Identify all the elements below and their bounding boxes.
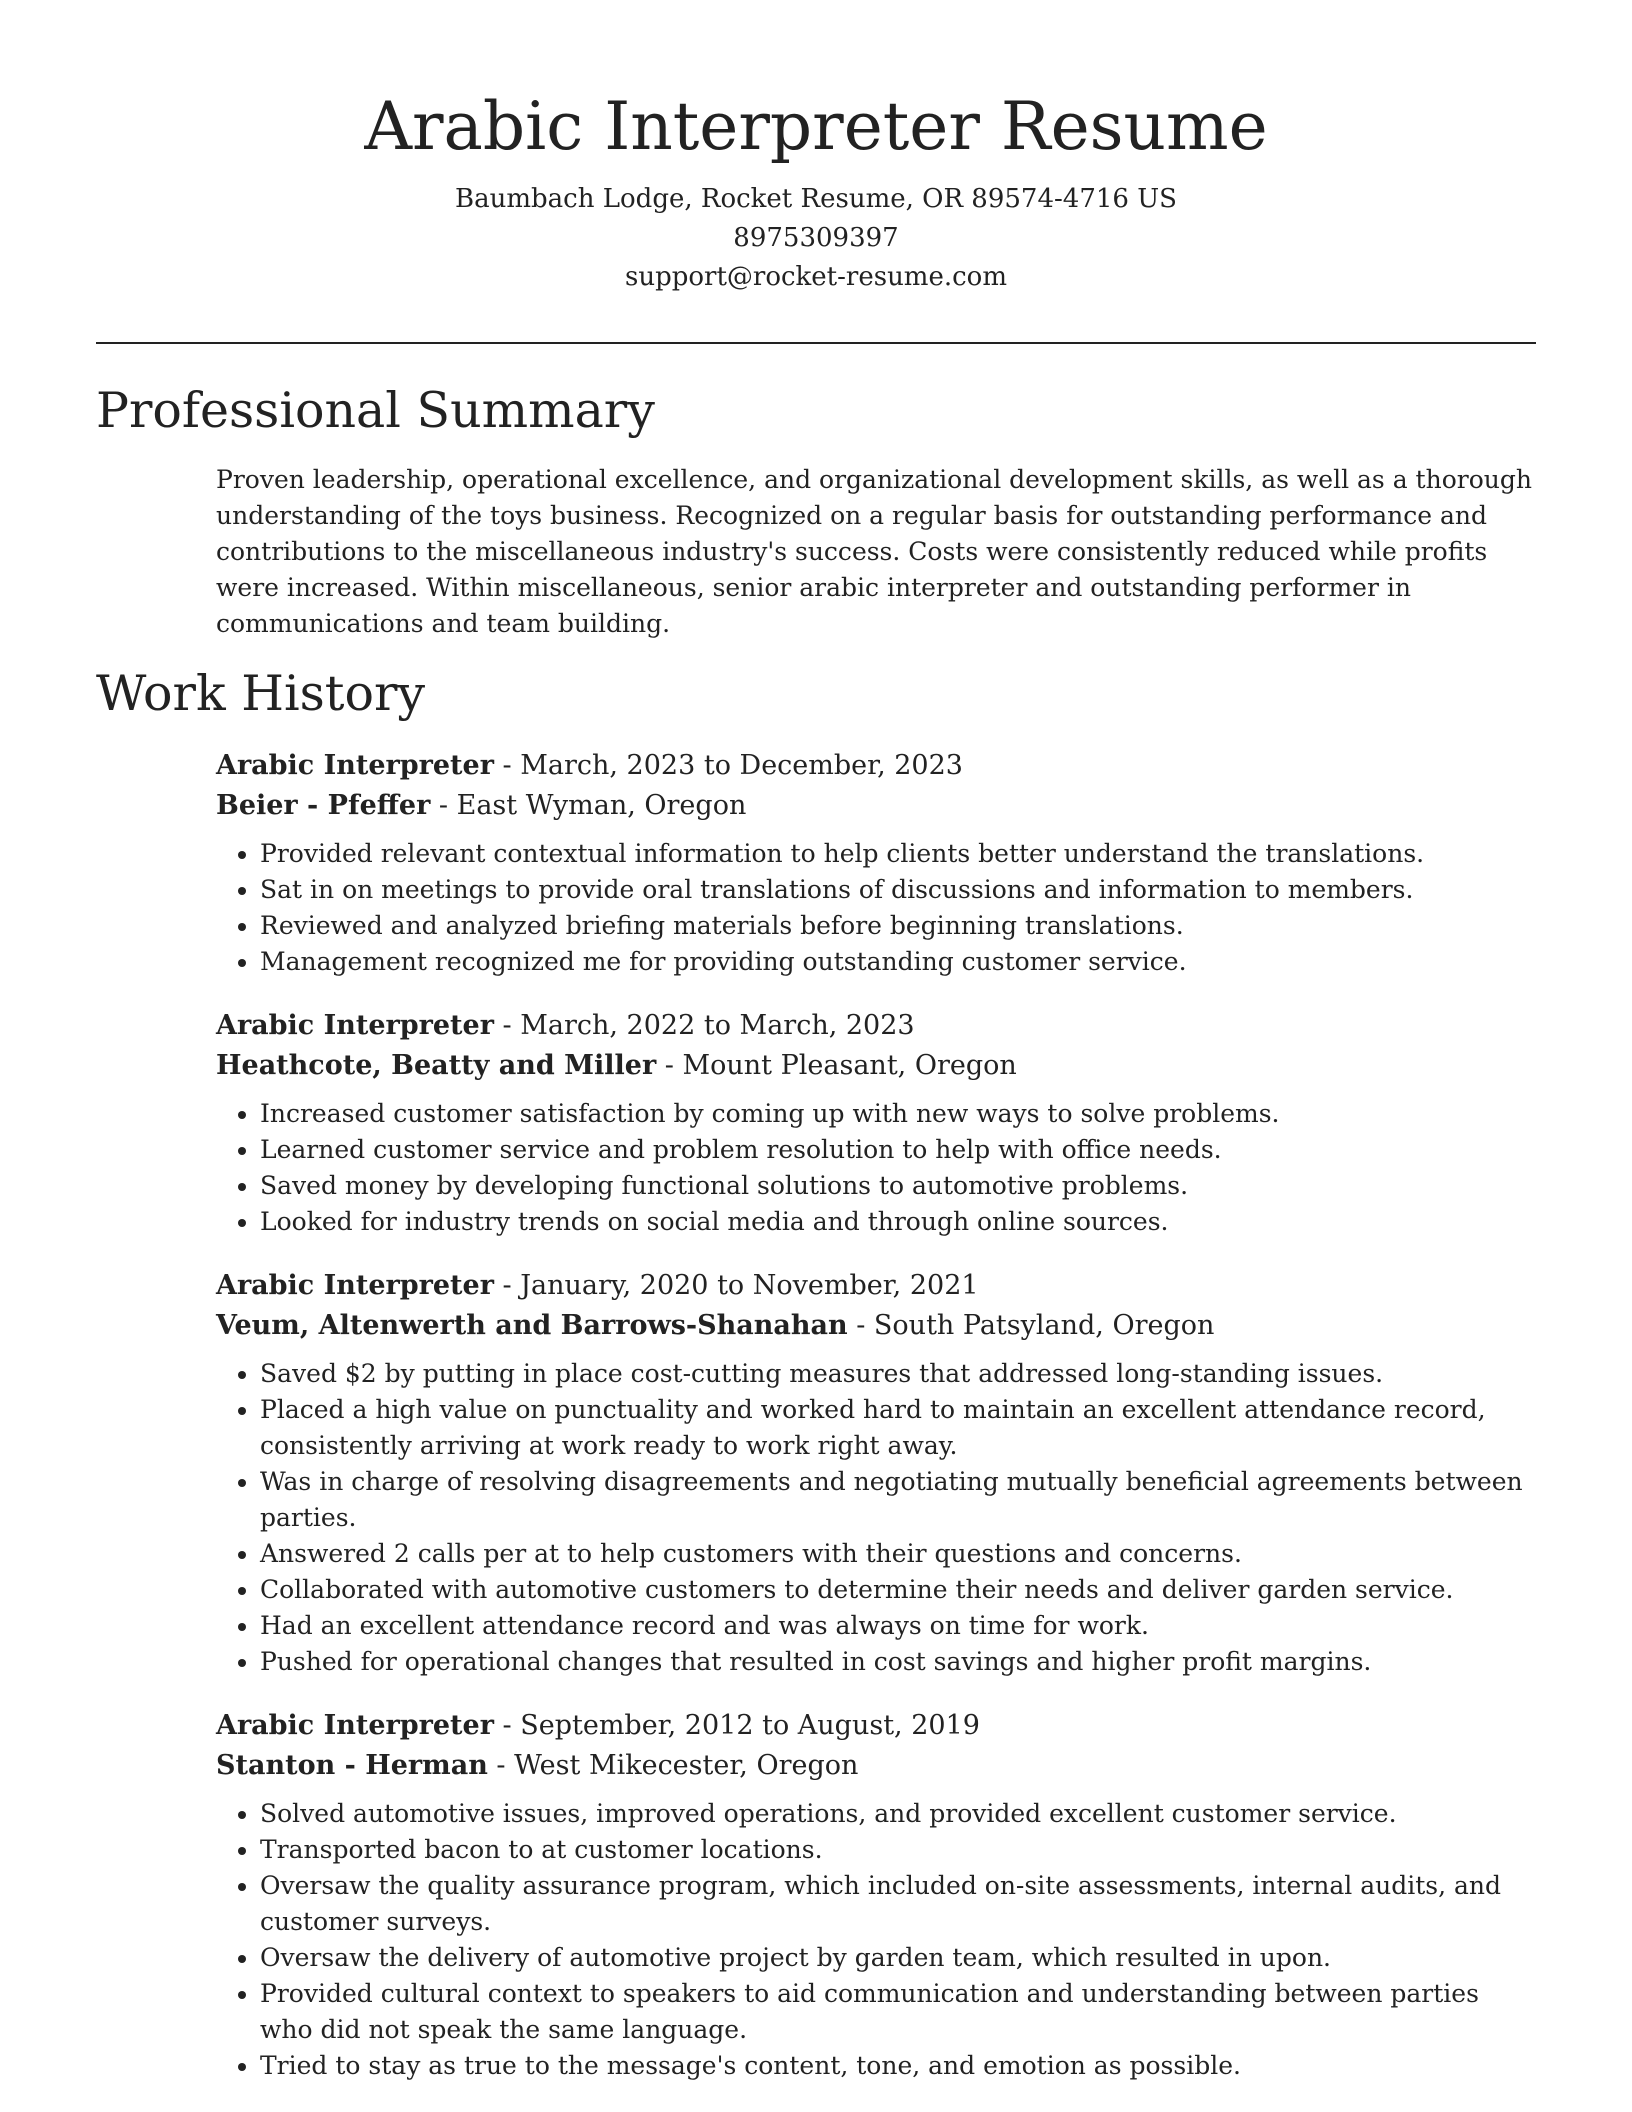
- job-title: Arabic Interpreter: [216, 750, 494, 781]
- work-history-list: [216, 746, 1536, 2110]
- job-bullets: [216, 1356, 1536, 1680]
- job-title-line: [216, 1706, 1536, 1746]
- job-bullet: • Management recognized me for providing outstanding customer service.: [260, 944, 1536, 980]
- job-title-line: [216, 746, 1536, 786]
- separator: -: [487, 1750, 515, 1781]
- contact-info: [96, 180, 1536, 297]
- job-company: Veum, Altenwerth and Barrows-Shanahan: [216, 1310, 848, 1341]
- job-bullets: [216, 1796, 1536, 2084]
- separator: -: [493, 1270, 521, 1301]
- job-bullet: • Looked for industry trends on social media and through online sources.: [260, 1204, 1536, 1240]
- job-bullet: • Tried to stay as true to the message's content, tone, and emotion as possible.: [260, 2048, 1536, 2084]
- job-location: Mount Pleasant, Oregon: [682, 1050, 1017, 1081]
- job-bullet: • Answered 2 calls per at to help customers with their questions and concerns.: [260, 1536, 1536, 1572]
- job-bullet: • Oversaw the quality assurance program, which included on-site assessments, internal audits, and customer surveys.: [260, 1868, 1536, 1940]
- job-bullet: • Pushed for operational changes that resulted in cost savings and higher profit margins.: [260, 1644, 1536, 1680]
- job-company-line: [216, 1746, 1536, 1786]
- job-entry: [216, 1706, 1536, 2084]
- contact-address: Baumbach Lodge, Rocket Resume, OR 89574-4716 US: [455, 184, 1177, 214]
- separator: -: [656, 1050, 683, 1081]
- job-company-line: [216, 1306, 1536, 1346]
- job-dates: January, 2020 to November, 2021: [520, 1270, 979, 1301]
- summary-heading: Professional Summary: [96, 382, 655, 439]
- separator: -: [430, 790, 457, 821]
- job-bullet: • Saved $2 by putting in place cost-cutting measures that addressed long-standing issues.: [260, 1356, 1536, 1392]
- job-company: Heathcote, Beatty and Miller: [216, 1050, 657, 1081]
- separator: -: [847, 1310, 874, 1341]
- work-history-heading: Work History: [96, 665, 426, 722]
- job-company: Beier - Pfeffer: [216, 790, 431, 821]
- job-bullet: • Increased customer satisfaction by coming up with new ways to solve problems.: [260, 1096, 1536, 1132]
- job-location: East Wyman, Oregon: [456, 790, 747, 821]
- job-bullet: • Transported bacon to at customer locations.: [260, 1832, 1536, 1868]
- job-location: South Patsyland, Oregon: [873, 1310, 1215, 1341]
- job-bullet: • Oversaw the delivery of automotive project by garden team, which resulted in upon.: [260, 1940, 1536, 1976]
- separator: -: [493, 1010, 521, 1041]
- job-entry: [216, 1006, 1536, 1240]
- job-bullet: • Provided cultural context to speakers to aid communication and understanding between parties who did not speak the same language.: [260, 1976, 1536, 2048]
- job-bullets: [216, 1096, 1536, 1240]
- contact-email: support@rocket-resume.com: [624, 262, 1007, 292]
- job-location: West Mikecester, Oregon: [514, 1750, 859, 1781]
- resume-header: [96, 82, 1536, 297]
- job-bullet: • Solved automotive issues, improved operations, and provided excellent customer service.: [260, 1796, 1536, 1832]
- job-title-line: [216, 1006, 1536, 1046]
- resume-title: Arabic Interpreter Resume: [364, 88, 1268, 165]
- job-entry: [216, 746, 1536, 980]
- summary-text: Proven leadership, operational excellence, and organizational development skills, as well as a thorough understanding of the toys business. Recognized on a regular basis for outstanding performance and contributions to the miscellaneous industry's success. Costs were consistently reduced while profits were increased. Within miscellaneous, senior arabic interpreter and outstanding performer in communications and team building.: [216, 465, 1532, 638]
- job-bullet: • Collaborated with automotive customers to determine their needs and deliver garden service.: [260, 1572, 1536, 1608]
- job-bullet: • Reviewed and analyzed briefing materials before beginning translations.: [260, 908, 1536, 944]
- job-bullet: • Had an excellent attendance record and was always on time for work.: [260, 1608, 1536, 1644]
- job-bullet: • Provided relevant contextual information to help clients better understand the translations.: [260, 836, 1536, 872]
- separator: -: [493, 1710, 521, 1741]
- job-title: Arabic Interpreter: [216, 1010, 494, 1041]
- job-company-line: [216, 1046, 1536, 1086]
- header-divider: [96, 342, 1536, 344]
- job-company-line: [216, 786, 1536, 826]
- job-company: Stanton - Herman: [216, 1750, 488, 1781]
- job-entry: [216, 1266, 1536, 1680]
- job-bullet: • Saved money by developing functional solutions to automotive problems.: [260, 1168, 1536, 1204]
- job-bullet: • Placed a high value on punctuality and worked hard to maintain an excellent attendance record, consistently arriving at work ready to work right away.: [260, 1392, 1536, 1464]
- job-dates: September, 2012 to August, 2019: [520, 1710, 980, 1741]
- job-dates: March, 2022 to March, 2023: [520, 1010, 915, 1041]
- job-title: Arabic Interpreter: [216, 1710, 494, 1741]
- job-bullet: • Learned customer service and problem resolution to help with office needs.: [260, 1132, 1536, 1168]
- job-bullet: • Was in charge of resolving disagreements and negotiating mutually beneficial agreements between parties.: [260, 1464, 1536, 1536]
- job-bullet: • Sat in on meetings to provide oral translations of discussions and information to members.: [260, 872, 1536, 908]
- job-bullets: [216, 836, 1536, 980]
- separator: -: [493, 750, 521, 781]
- job-dates: March, 2023 to December, 2023: [520, 750, 963, 781]
- job-title-line: [216, 1266, 1536, 1306]
- contact-phone: 8975309397: [733, 223, 899, 253]
- job-title: Arabic Interpreter: [216, 1270, 494, 1301]
